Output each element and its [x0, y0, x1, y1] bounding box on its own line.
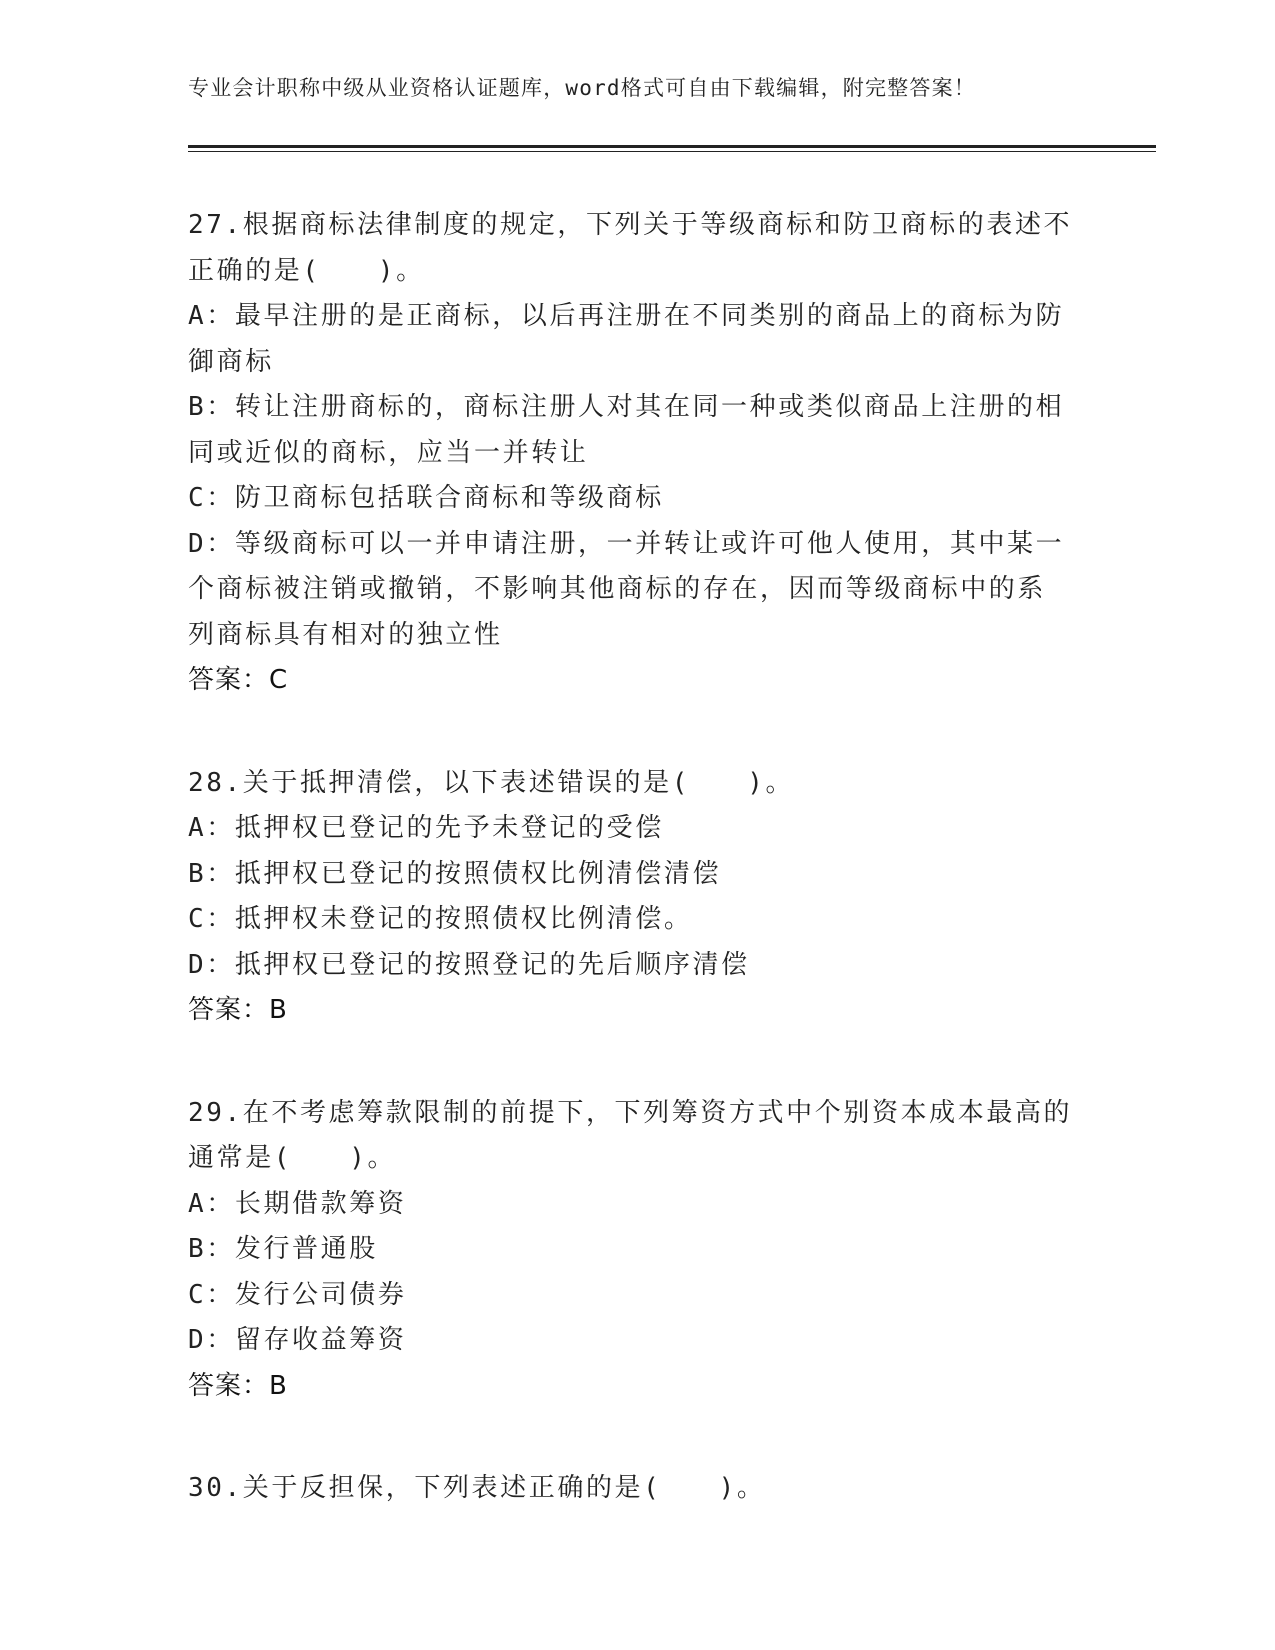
- question-stem-line: 通常是( )。: [188, 1143, 397, 1173]
- question-block: [188, 1091, 1088, 1410]
- question-stem-line: 正确的是( )。: [188, 255, 425, 286]
- option-line: 个商标被注销或撤销，不影响其他商标的存在，因而等级商标中的系: [188, 574, 1047, 604]
- option-line: C：抵押权未登记的按照债权比例清偿。: [188, 904, 693, 934]
- option-line: B：转让注册商标的，商标注册人对其在同一种或类似商品上注册的相: [188, 392, 1065, 422]
- option-line: A：最早注册的是正商标，以后再注册在不同类别的商品上的商标为防: [188, 301, 1065, 331]
- option-line: 同或近似的商标，应当一并转让: [188, 437, 589, 468]
- option-line: C：防卫商标包括联合商标和等级商标: [188, 483, 664, 513]
- question-block: [188, 761, 1088, 1034]
- question-stem-line: 29.在不考虑筹款限制的前提下，下列筹资方式中个别资本成本最高的: [188, 1097, 1073, 1128]
- option-line: B：发行普通股: [188, 1234, 378, 1264]
- answer-line: 答案：B: [188, 995, 288, 1025]
- option-line: 列商标具有相对的独立性: [188, 619, 503, 650]
- option-line: C：发行公司债券: [188, 1279, 407, 1310]
- page-header: 专业会计职称中级从业资格认证题库，word格式可自由下载编辑，附完整答案！: [188, 76, 976, 100]
- option-line: B：抵押权已登记的按照债权比例清偿清偿: [188, 858, 722, 889]
- question-stem-line: 30.关于反担保，下列表述正确的是( )。: [188, 1473, 766, 1503]
- question-list: [188, 203, 1088, 1569]
- question-stem-line: 27.根据商标法律制度的规定，下列关于等级商标和防卫商标的表述不: [188, 210, 1073, 240]
- header-divider-thick: [188, 145, 1156, 148]
- option-line: D：等级商标可以一并申请注册，一并转让或许可他人使用，其中某一: [188, 528, 1065, 559]
- question-stem-line: 28.关于抵押清偿，以下表述错误的是( )。: [188, 767, 795, 798]
- option-line: D：留存收益筹资: [188, 1325, 407, 1355]
- question-block: [188, 1466, 1088, 1512]
- answer-line: 答案：B: [188, 1370, 288, 1401]
- header-divider-thin: [188, 151, 1156, 152]
- option-line: 御商标: [188, 346, 274, 377]
- option-line: A：长期借款筹资: [188, 1188, 407, 1219]
- option-line: A：抵押权已登记的先予未登记的受偿: [188, 813, 664, 843]
- answer-line: 答案：C: [188, 665, 289, 695]
- question-block: [188, 203, 1088, 704]
- option-line: D：抵押权已登记的按照登记的先后顺序清偿: [188, 949, 750, 980]
